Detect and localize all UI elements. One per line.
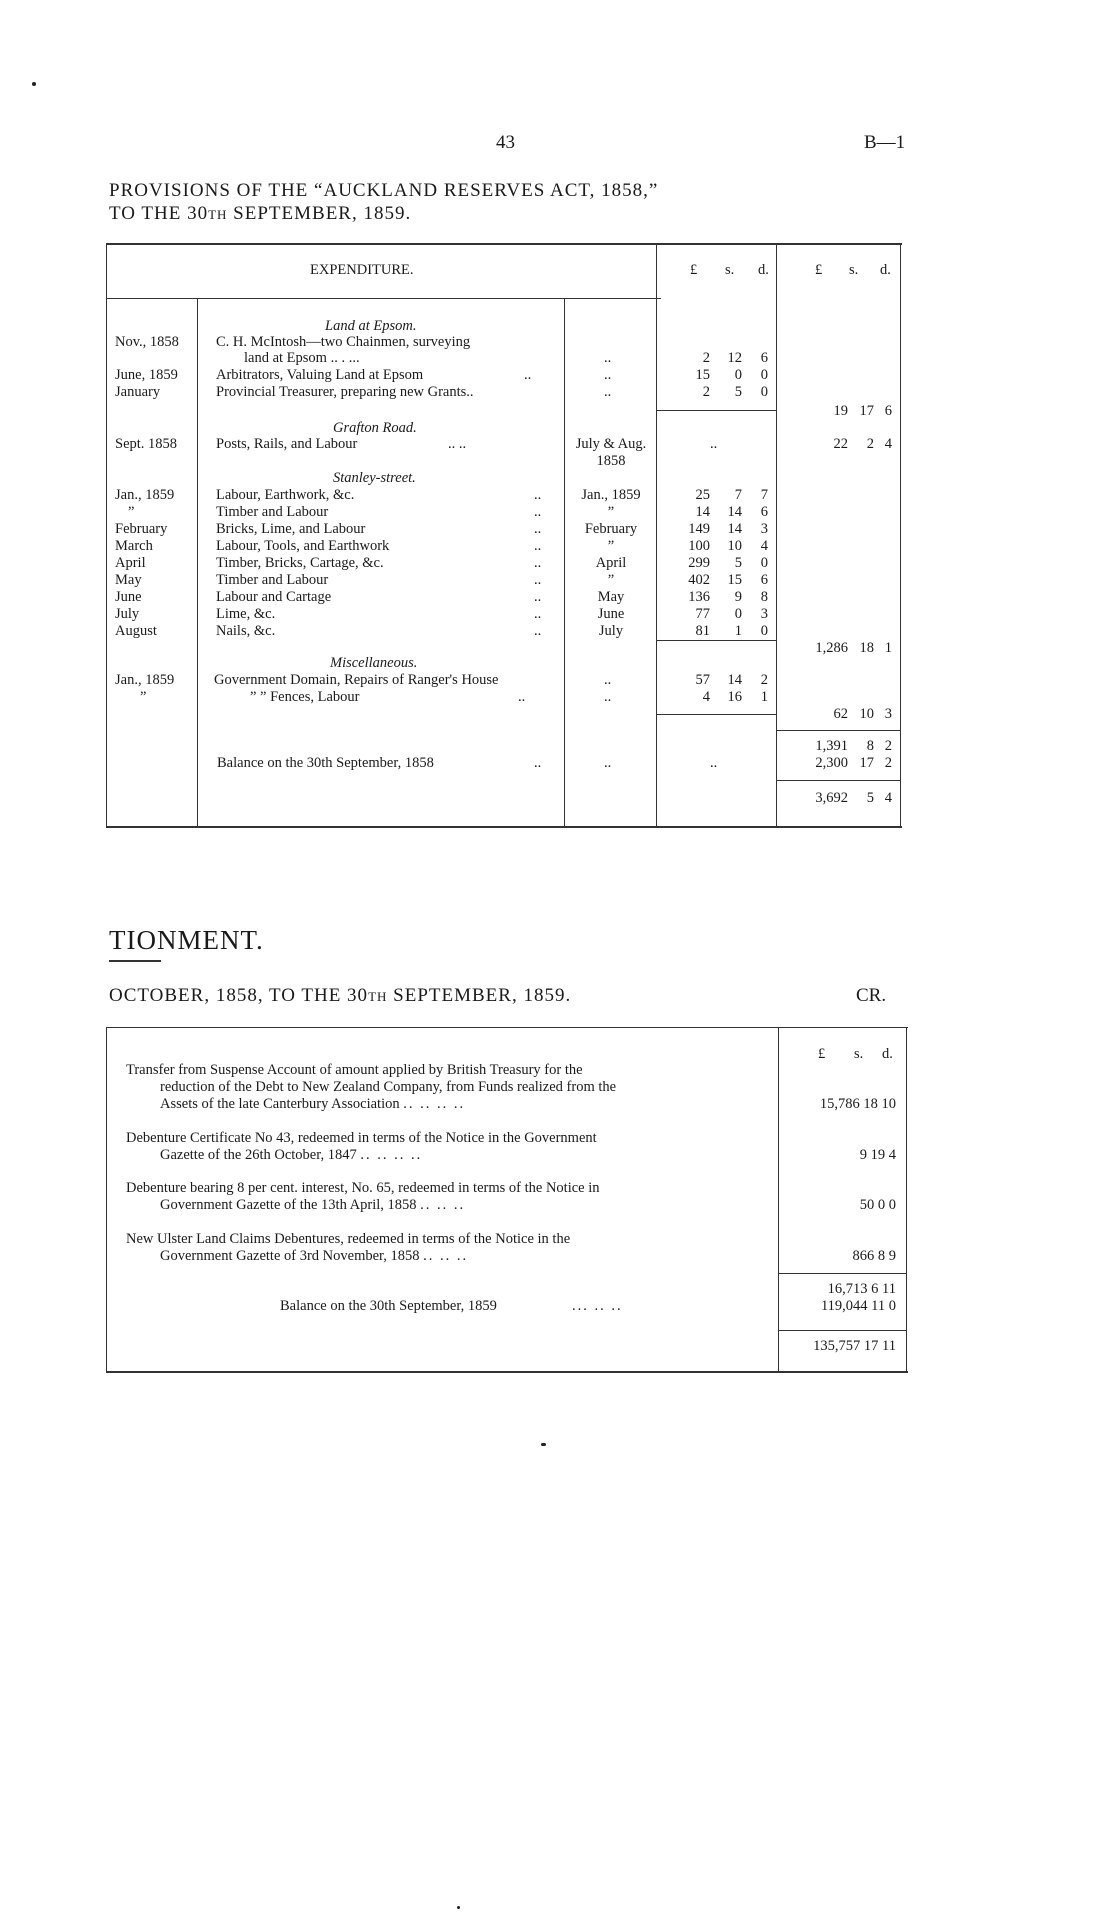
column-header-pence: d.	[882, 1046, 893, 1062]
group-heading: Grafton Road.	[333, 420, 417, 436]
amount-shillings: 14	[727, 672, 742, 688]
group-heading: Land at Epsom.	[325, 318, 417, 334]
table1-vline	[900, 245, 901, 827]
amount-shillings: 15	[727, 572, 742, 588]
row-dots: ..	[534, 487, 542, 503]
scan-speck	[541, 1443, 546, 1446]
row-mark: ..	[604, 672, 612, 688]
amount-shillings: 9	[734, 589, 742, 605]
row-dots: ..	[518, 689, 526, 705]
table1-sum-rule	[657, 714, 777, 715]
grand-total-pounds: 3,692	[815, 790, 848, 806]
amount-pounds: 136	[688, 589, 710, 605]
balance-amount: 119,044 11 0	[820, 1298, 896, 1314]
total-pounds: 22	[833, 436, 848, 452]
grand-total-shillings: 5	[866, 790, 874, 806]
total-pounds: 62	[833, 706, 848, 722]
row-mark: ..	[604, 689, 612, 705]
row-dots: ..	[524, 367, 532, 383]
page-reference: B—1	[864, 132, 906, 153]
row-description: Provincial Treasurer, preparing new Grants..	[216, 384, 474, 400]
row-dots: ..	[534, 538, 542, 554]
amount-pounds: 57	[695, 672, 710, 688]
amount-shillings: 16	[727, 689, 742, 705]
credit-label: CR.	[856, 985, 887, 1006]
column-header-pounds: £	[690, 262, 698, 278]
scan-speck	[32, 82, 36, 86]
row-paid-date: ”	[607, 504, 615, 520]
row-dots: ... .. ..	[572, 1298, 623, 1314]
amount-pounds: 100	[688, 538, 710, 554]
amount-shillings: 5	[734, 384, 742, 400]
row-mark: ..	[604, 367, 612, 383]
amount-pence: 3	[760, 521, 768, 537]
table1-vline	[106, 245, 107, 827]
row-description: Posts, Rails, and Labour	[216, 436, 358, 452]
page-number: 43	[496, 132, 515, 153]
row-mark: ..	[604, 350, 612, 366]
row-date: Sept. 1858	[115, 436, 178, 452]
column-header-shillings: s.	[849, 262, 859, 278]
subtotal-shillings: 8	[866, 738, 874, 754]
table2-sum-rule	[779, 1273, 906, 1274]
amount-pounds: 81	[695, 623, 710, 639]
row-description: Timber, Bricks, Cartage, &c.	[216, 555, 384, 571]
table1-vline	[197, 298, 198, 826]
group-heading: Miscellaneous.	[330, 655, 418, 671]
amount-shillings: 7	[734, 487, 742, 503]
section2-subtitle: OCTOBER, 1858, TO THE 30TH SEPTEMBER, 1859.	[109, 985, 572, 1006]
row-description: ” ” Fences, Labour	[250, 689, 360, 705]
row-date: Jan., 1859	[115, 672, 175, 688]
scan-speck	[457, 1906, 460, 1909]
entry-line: Debenture bearing 8 per cent. interest, No. 65, redeemed in terms of the Notice in	[126, 1180, 600, 1196]
amount-pence: 4	[760, 538, 768, 554]
column-header-pence: d.	[758, 262, 769, 278]
table2-sum-rule	[779, 1330, 906, 1331]
amount-pounds: 77	[695, 606, 710, 622]
subtotal-pence: 2	[884, 738, 892, 754]
row-description: Government Domain, Repairs of Ranger's House	[214, 672, 499, 688]
row-date: August	[115, 623, 157, 639]
amount-pence: 7	[760, 487, 768, 503]
row-description: C. H. McIntosh—two Chainmen, surveying	[216, 334, 471, 350]
balance-shillings: 17	[859, 755, 874, 771]
total-shillings: 10	[859, 706, 874, 722]
row-date: April	[115, 555, 146, 571]
row-description: Labour and Cartage	[216, 589, 332, 605]
row-dots: ..	[534, 555, 542, 571]
row-paid-date: Jan., 1859	[581, 487, 641, 503]
amount-pence: 0	[760, 384, 768, 400]
row-paid-date: ”	[607, 572, 615, 588]
entry-line: Gazette of the 26th October, 1847 .. .. .. ..	[160, 1147, 423, 1163]
entry-amount: 15,786 18 10	[819, 1096, 896, 1112]
amount-pounds: 15	[695, 367, 710, 383]
grand-total-pence: 4	[884, 790, 892, 806]
amount-pence: 6	[760, 504, 768, 520]
table1-sum-rule	[777, 730, 900, 731]
row-description: Lime, &c.	[216, 606, 276, 622]
row-description: Labour, Earthwork, &c.	[216, 487, 355, 503]
amount-pence: 6	[760, 572, 768, 588]
total-pence: 4	[884, 436, 892, 452]
row-date: Jan., 1859	[115, 487, 175, 503]
amount-pounds: 25	[695, 487, 710, 503]
entry-amount: 50 0 0	[859, 1197, 896, 1213]
entry-amount: 866 8 9	[852, 1248, 896, 1264]
total-pounds: 1,286	[815, 640, 848, 656]
amount-pence: 0	[760, 623, 768, 639]
row-mark: ..	[710, 436, 718, 452]
column-header-shillings: s.	[854, 1046, 864, 1062]
row-date: June, 1859	[115, 367, 178, 383]
amount-shillings: 5	[734, 555, 742, 571]
row-paid-date: 1858	[596, 453, 626, 469]
row-date: Nov., 1858	[115, 334, 179, 350]
balance-pounds: 2,300	[815, 755, 848, 771]
amount-pounds: 149	[688, 521, 710, 537]
amount-pence: 1	[760, 689, 768, 705]
row-date: March	[115, 538, 153, 554]
entry-line: Government Gazette of 3rd November, 1858 .. .. ..	[160, 1248, 469, 1264]
row-description: land at Epsom .. . ...	[244, 350, 360, 366]
group-heading: Stanley-street.	[333, 470, 416, 486]
amount-pence: 3	[760, 606, 768, 622]
section1-title-line1: PROVISIONS OF THE “AUCKLAND RESERVES ACT, 1858,”	[109, 180, 659, 201]
row-date: July	[115, 606, 140, 622]
table1-bottom-rule	[106, 826, 902, 828]
table1-vline	[656, 245, 657, 827]
row-paid-date: July	[598, 623, 624, 639]
row-description: Nails, &c.	[216, 623, 276, 639]
amount-pence: 2	[760, 672, 768, 688]
row-dots: ..	[534, 572, 542, 588]
row-paid-date: ”	[607, 538, 615, 554]
column-header-pence: d.	[880, 262, 891, 278]
amount-pounds: 2	[702, 350, 710, 366]
balance-label: Balance on the 30th September, 1858	[217, 755, 434, 771]
table2-vline	[778, 1027, 779, 1371]
amount-shillings: 14	[727, 521, 742, 537]
total-shillings: 17	[859, 403, 874, 419]
total-pounds: 19	[833, 403, 848, 419]
row-dots: ..	[534, 589, 542, 605]
table1-sum-rule	[777, 780, 900, 781]
entry-line: Debenture Certificate No 43, redeemed in terms of the Notice in the Government	[126, 1130, 597, 1146]
balance-pence: 2	[884, 755, 892, 771]
row-paid-date: February	[584, 521, 638, 537]
row-mark: ..	[604, 755, 612, 771]
total-pence: 6	[884, 403, 892, 419]
row-paid-date: April	[595, 555, 627, 571]
entry-line: Transfer from Suspense Account of amount applied by British Treasury for the	[126, 1062, 583, 1078]
amount-shillings: 0	[734, 367, 742, 383]
amount-shillings: 0	[734, 606, 742, 622]
table1-vline	[776, 245, 777, 827]
row-dots: ..	[534, 755, 542, 771]
entry-line: Government Gazette of the 13th April, 1858 .. .. ..	[160, 1197, 466, 1213]
amount-shillings: 1	[734, 623, 742, 639]
column-header-shillings: s.	[725, 262, 735, 278]
entry-line: New Ulster Land Claims Debentures, redeemed in terms of the Notice in the	[126, 1231, 571, 1247]
amount-pounds: 299	[688, 555, 710, 571]
row-dots: ..	[534, 504, 542, 520]
row-paid-date: June	[597, 606, 625, 622]
credit-entry	[126, 1231, 760, 1265]
total-pence: 3	[884, 706, 892, 722]
row-mark: ..	[710, 755, 718, 771]
amount-pence: 8	[760, 589, 768, 605]
table1-vline	[564, 298, 565, 826]
row-dots: ..	[534, 623, 542, 639]
row-dots: .. ..	[448, 436, 467, 452]
row-date: June	[115, 589, 142, 605]
table2-top-rule	[106, 1027, 908, 1028]
amount-pence: 0	[760, 367, 768, 383]
row-date: February	[115, 521, 168, 537]
amount-pounds: 402	[688, 572, 710, 588]
entry-line: Assets of the late Canterbury Association .. .. .. ..	[160, 1096, 466, 1112]
balance-label: Balance on the 30th September, 1859	[280, 1298, 497, 1314]
credit-entry	[126, 1062, 760, 1113]
row-mark: ..	[604, 384, 612, 400]
section1-title-line2: TO THE 30TH SEPTEMBER, 1859.	[109, 203, 412, 224]
section2-title-rule	[109, 960, 161, 962]
amount-pounds: 14	[695, 504, 710, 520]
column-header-expenditure: EXPENDITURE.	[310, 262, 414, 278]
amount-pounds: 4	[702, 689, 710, 705]
row-date: ”	[128, 504, 135, 520]
table2-vline	[906, 1027, 907, 1371]
row-description: Bricks, Lime, and Labour	[216, 521, 366, 537]
entry-amount: 9 19 4	[859, 1147, 896, 1163]
amount-pounds: 2	[702, 384, 710, 400]
column-header-pounds: £	[818, 1046, 826, 1062]
row-date: ”	[140, 689, 147, 705]
total-shillings: 2	[866, 436, 874, 452]
subtotal-amount: 16,713 6 11	[827, 1281, 896, 1297]
table1-header-rule	[106, 298, 661, 299]
row-paid-date: July & Aug.	[575, 436, 647, 452]
credit-entry	[126, 1130, 760, 1164]
column-header-pounds: £	[815, 262, 823, 278]
table2-bottom-rule	[106, 1371, 908, 1373]
row-description: Timber and Labour	[216, 504, 329, 520]
subtotal-pounds: 1,391	[815, 738, 848, 754]
row-description: Arbitrators, Valuing Land at Epsom	[216, 367, 424, 383]
table1-top-rule	[106, 243, 902, 245]
row-date: January	[115, 384, 161, 400]
row-date: May	[115, 572, 142, 588]
amount-shillings: 10	[727, 538, 742, 554]
total-pence: 1	[884, 640, 892, 656]
credit-entry	[126, 1180, 760, 1214]
amount-pence: 0	[760, 555, 768, 571]
row-paid-date: May	[597, 589, 625, 605]
amount-shillings: 14	[727, 504, 742, 520]
amount-pence: 6	[760, 350, 768, 366]
table2-vline	[106, 1027, 107, 1371]
row-description: Labour, Tools, and Earthwork	[216, 538, 390, 554]
row-dots: ..	[534, 521, 542, 537]
amount-shillings: 12	[727, 350, 742, 366]
table1-sum-rule	[657, 410, 777, 411]
entry-line: reduction of the Debt to New Zealand Company, from Funds realized from the	[160, 1079, 617, 1095]
section2-title: TIONMENT.	[109, 925, 264, 955]
row-dots: ..	[534, 606, 542, 622]
total-amount: 135,757 17 11	[813, 1338, 896, 1354]
row-description: Timber and Labour	[216, 572, 329, 588]
total-shillings: 18	[859, 640, 874, 656]
